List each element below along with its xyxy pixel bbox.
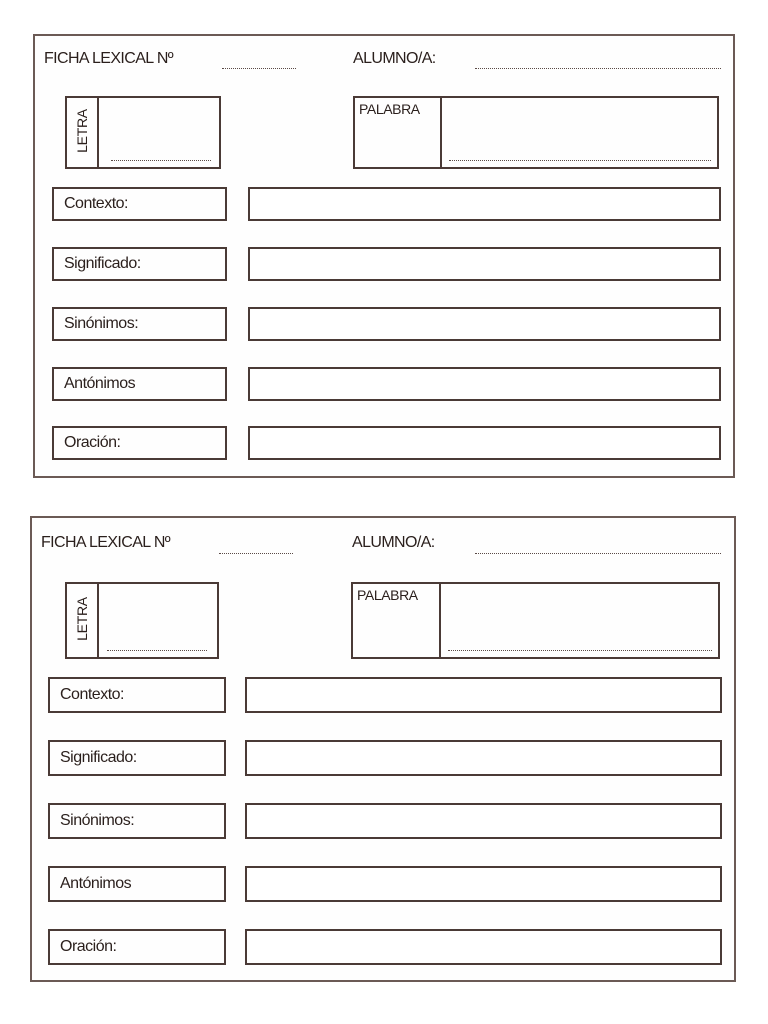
contexto-input[interactable] (245, 677, 722, 713)
lexical-card-1 (33, 34, 735, 478)
letra-box[interactable] (65, 582, 219, 659)
contexto-input[interactable] (248, 187, 721, 221)
palabra-box[interactable] (353, 96, 719, 169)
palabra-field[interactable] (448, 650, 712, 651)
palabra-divider (440, 98, 442, 167)
significado-input[interactable] (248, 247, 721, 281)
ficha-number-field[interactable] (222, 68, 296, 69)
alumno-field[interactable] (475, 553, 721, 554)
letra-divider (97, 98, 99, 167)
sinonimos-label: Sinónimos: (52, 307, 227, 341)
alumno-label: ALUMNO/A: (352, 534, 435, 551)
palabra-label: PALABRA (359, 101, 420, 117)
significado-label: Significado: (48, 740, 226, 776)
oracion-label: Oración: (52, 426, 227, 460)
sinonimos-input[interactable] (248, 307, 721, 341)
ficha-number-label: FICHA LEXICAL Nº (44, 50, 174, 67)
antonimos-input[interactable] (248, 367, 721, 401)
lexical-card-2 (30, 516, 736, 982)
palabra-box[interactable] (351, 582, 720, 659)
alumno-label: ALUMNO/A: (353, 50, 436, 67)
sinonimos-input[interactable] (245, 803, 722, 839)
antonimos-input[interactable] (245, 866, 722, 902)
letra-box[interactable] (65, 96, 221, 169)
letra-field[interactable] (111, 160, 211, 161)
significado-label: Significado: (52, 247, 227, 281)
contexto-label: Contexto: (48, 677, 226, 713)
contexto-label: Contexto: (52, 187, 227, 221)
letra-label: LETRA (74, 597, 90, 641)
antonimos-label: Antónimos (52, 367, 227, 401)
ficha-number-label: FICHA LEXICAL Nº (41, 534, 171, 551)
palabra-label: PALABRA (357, 587, 418, 603)
sinonimos-label: Sinónimos: (48, 803, 226, 839)
oracion-input[interactable] (245, 929, 722, 965)
oracion-label: Oración: (48, 929, 226, 965)
oracion-input[interactable] (248, 426, 721, 460)
letra-divider (97, 584, 99, 657)
significado-input[interactable] (245, 740, 722, 776)
letra-label: LETRA (74, 109, 90, 153)
alumno-field[interactable] (475, 68, 721, 69)
ficha-number-field[interactable] (219, 553, 293, 554)
palabra-field[interactable] (449, 160, 711, 161)
antonimos-label: Antónimos (48, 866, 226, 902)
palabra-divider (439, 584, 441, 657)
letra-field[interactable] (107, 650, 207, 651)
